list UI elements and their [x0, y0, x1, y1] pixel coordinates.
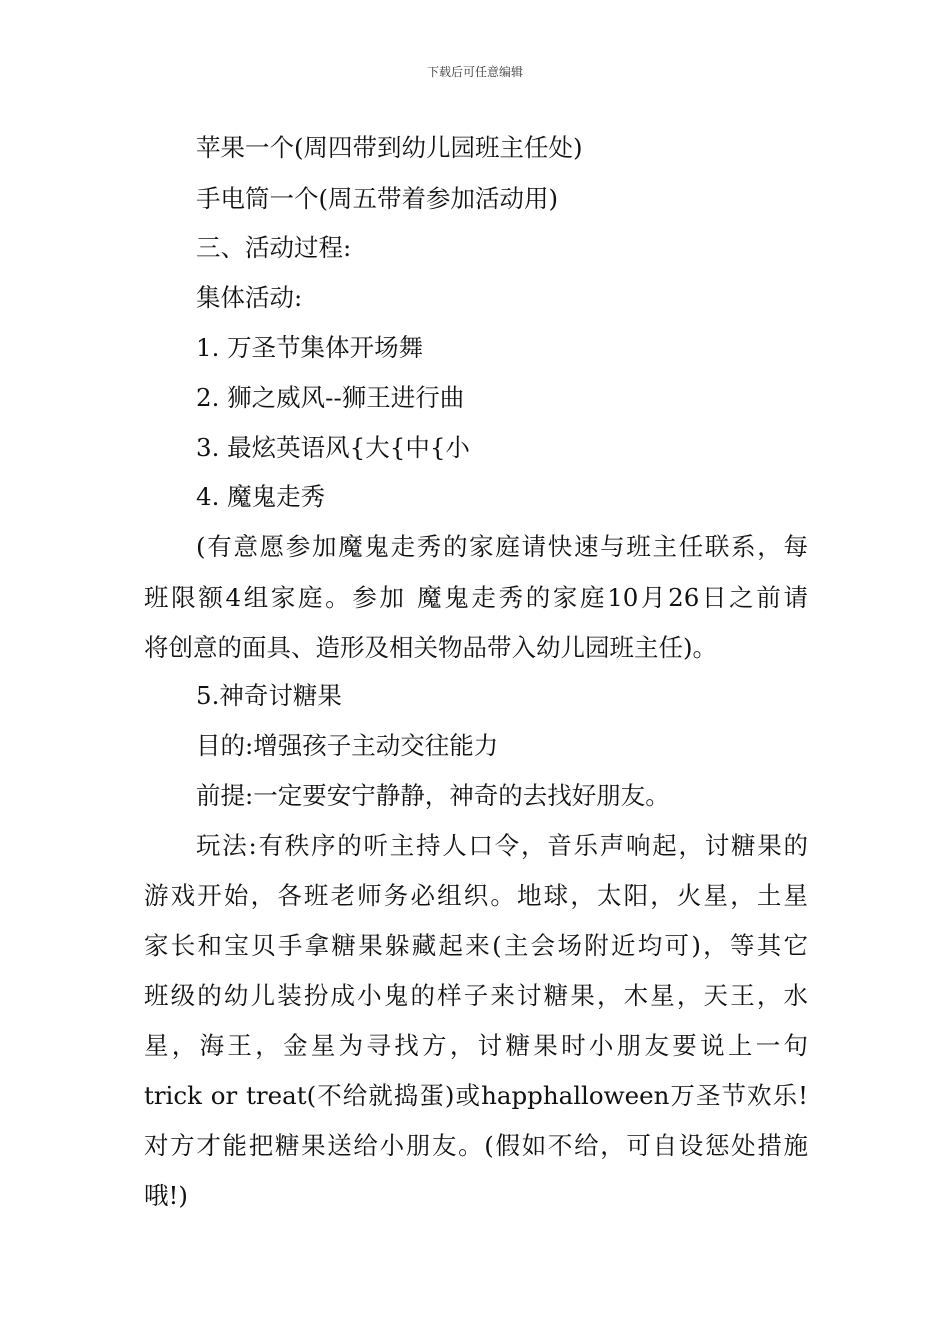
paragraph-line: (有意愿参加魔鬼走秀的家庭请快速与班主任联系，每 — [196, 532, 808, 561]
paragraph-line: 哦!) — [144, 1181, 188, 1210]
paragraph-line: 班级的幼儿装扮成小鬼的样子来讨糖果，木星，天王，水 — [144, 981, 808, 1010]
list-item: 2. 狮之威风--狮王进行曲 — [196, 383, 465, 412]
paragraph-line: trick or treat(不给就捣蛋)或happhalloween万圣节欢乐! — [144, 1081, 808, 1110]
paragraph-line: 星，海王，金星为寻找方，讨糖果时小朋友要说上一句 — [144, 1031, 808, 1060]
paragraph-line: 家长和宝贝手拿糖果躲藏起来(主会场附近均可)，等其它 — [144, 931, 808, 960]
section-heading: 三、活动过程: — [196, 233, 352, 262]
paragraph-line: 玩法:有秩序的听主持人口令，音乐声响起，讨糖果的 — [196, 831, 808, 860]
text-line: 前提:一定要安宁静静，神奇的去找好朋友。 — [196, 781, 670, 810]
paragraph-line: 游戏开始，各班老师务必组织。地球，太阳，火星，土星 — [144, 881, 808, 910]
text-line: 集体活动: — [196, 283, 303, 312]
text-line: 苹果一个(周四带到幼儿园班主任处) — [196, 133, 583, 162]
paragraph-line: 班限额4组家庭。参加 魔鬼走秀的家庭10月26日之前请 — [144, 583, 808, 612]
paragraph-line: 对方才能把糖果送给小朋友。(假如不给，可自设惩处措施 — [144, 1131, 808, 1160]
list-item: 1. 万圣节集体开场舞 — [196, 333, 424, 362]
text-line: 手电筒一个(周五带着参加活动用) — [196, 184, 559, 213]
list-item: 5.神奇讨糖果 — [196, 681, 342, 710]
page-header-note: 下载后可任意编辑 — [426, 65, 523, 79]
paragraph-line: 将创意的面具、造形及相关物品带入幼儿园班主任)。 — [144, 633, 718, 662]
list-item: 3. 最炫英语风{大{中{小 — [196, 433, 470, 462]
list-item: 4. 魔鬼走秀 — [196, 482, 326, 511]
text-line: 目的:增强孩子主动交往能力 — [196, 731, 499, 760]
